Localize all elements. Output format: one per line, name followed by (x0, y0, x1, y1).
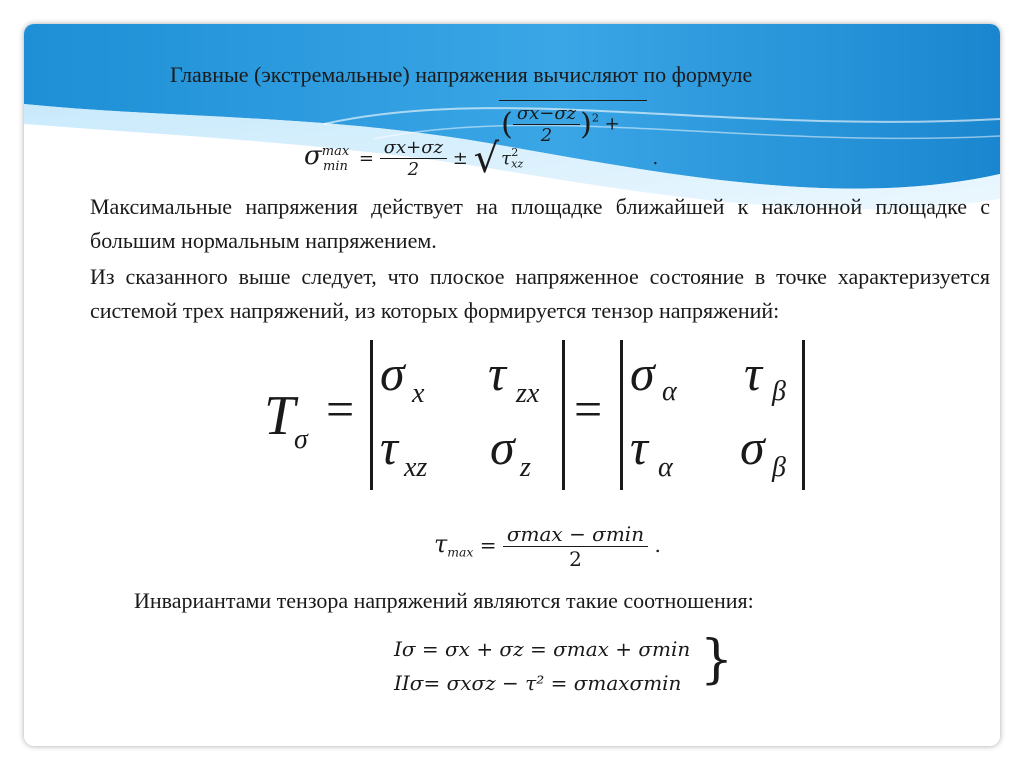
heading: Главные (экстремальные) напряжения вычисляют по формуле (170, 62, 753, 87)
slide: Главные (экстремальные) напряжения вычисляют по формуле σ max min = $\frac{\sigma x+\sigma z}{2}$ ± √( $\frac{\sigma x-\sigma z}{2}$ )$^2 + \tau_{xz}^2$ . Максимальные напряжения действует на площадке ближайшей к наклонной площадке с большим нормальным напряжением. Из сказанного выше следует, что плоское напряженное состояние в точке характеризуется системой трех напряжений, из которых формируется тензор напряжений: T σ = σ x τ zx τ xz σ z = σ α τ β τ α σ β $\tau_{max}$ = $\frac{\sigma\max - \sigma\min}{2}$ . Инвариантами тензора напряжений являются такие соотношения: Iσ = σx + σz = σmax + σmin IIσ= σxσz − τ² = σmaxσmin } (24, 24, 1000, 746)
invariant-first: Iσ = σx + σz = σmax + σmin (394, 637, 691, 661)
invariants-title: Инвариантами тензора напряжений являются такие соотношения: (134, 588, 754, 613)
matrix1-right-bar (562, 340, 565, 490)
matrix1-left-bar (370, 340, 373, 490)
paragraph-max-stress: Максимальные напряжения действует на площадке ближайшей к наклонной площадке с большим нормальным напряжением. (90, 194, 990, 253)
matrix2-right-bar (802, 340, 805, 490)
paragraph-plane-stress: Из сказанного выше следует, что плоское напряженное состояние в точке характеризуется системой трех напряжений, из которых формируется тензор напряжений: (90, 264, 990, 323)
invariants-system (394, 632, 690, 700)
principal-stress-formula: σ max min = $\frac{\sigma x+\sigma z}{2}$ ± √( $\frac{\sigma x-\sigma z}{2}$ )$^2 + \tau_{xz}^2$ . (304, 100, 658, 182)
sqrt-sign-icon: √ (473, 135, 500, 182)
matrix2-left-bar (620, 340, 623, 490)
right-brace: } (700, 630, 734, 690)
invariant-second: IIσ= σxσz − τ² = σmaxσmin (394, 671, 682, 695)
tau-max-formula: $\tau_{max}$ = $\frac{\sigma\max - \sigma\min}{2}$ . (434, 522, 661, 571)
